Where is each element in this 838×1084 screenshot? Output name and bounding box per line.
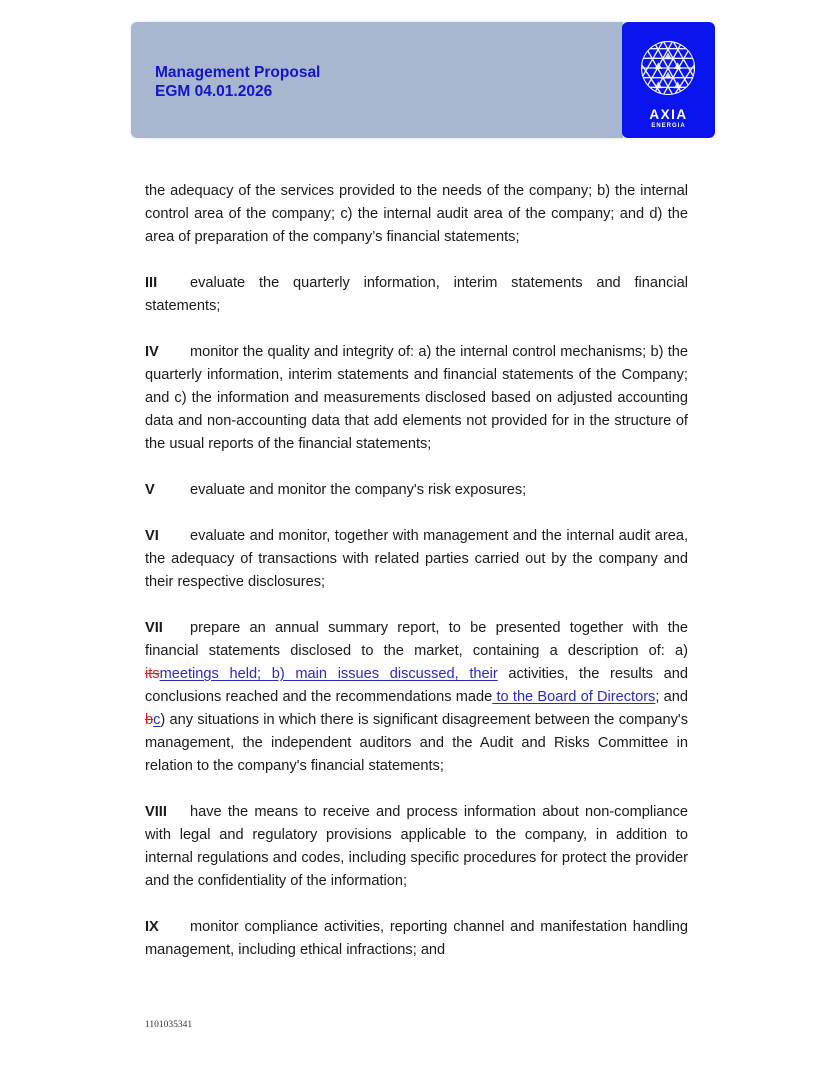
page-title: [155, 63, 320, 101]
item-numeral: IV: [145, 344, 159, 360]
tracked-insertion: meetings held; b) main issues discussed, their: [159, 666, 498, 682]
item-numeral: IX: [145, 919, 159, 935]
item-text: evaluate the quarterly information, interim statements and financial statements;: [145, 275, 688, 314]
item-ix: [145, 916, 688, 962]
title-line-2: EGM 04.01.2026: [155, 83, 273, 100]
item-text: evaluate and monitor, together with management and the internal audit area, the adequacy of transactions with related parties carried out by the company and their respective disclosures;: [145, 528, 688, 590]
item-v: [145, 479, 688, 502]
item-text-segment: ; and: [655, 689, 688, 705]
item-numeral: VII: [145, 620, 163, 636]
logo-subtitle: ENERGIA: [651, 123, 686, 129]
logo-wordmark: AXIA: [649, 107, 688, 122]
item-numeral: VIII: [145, 804, 167, 820]
item-numeral: III: [145, 275, 158, 291]
tracked-deletion: b: [145, 712, 154, 728]
item-numeral: V: [145, 482, 155, 498]
document-id: 1101035341: [145, 1020, 193, 1030]
title-line-1: Management Proposal: [155, 64, 321, 81]
company-logo: [622, 22, 715, 138]
tracked-deletion: its: [145, 666, 160, 682]
item-numeral: VI: [145, 528, 159, 544]
item-text: monitor the quality and integrity of: a) the internal control mechanisms; b) the quarterly information, interim statements and financial statements of the Company; and c) the information and measurements disclosed based on adjusted accounting data and non-accounting data that add elements not provided for in the structure of the usual reports of the financial statements;: [145, 344, 688, 452]
item-text: have the means to receive and process information about non-compliance with legal and regulatory provisions applicable to the company, in addition to internal regulations and codes, including specific procedures for protect the provider and the confidentiality of the information;: [145, 804, 688, 889]
header-band: [131, 22, 623, 138]
item-text: monitor compliance activities, reporting channel and manifestation handling management, including ethical infractions; and: [145, 919, 688, 958]
item-iii: [145, 272, 688, 318]
item-vii: [145, 617, 688, 778]
item-text-segment: ) any situations in which there is significant disagreement between the company's management, the independent auditors and the Audit and Risks Committee in relation to the company's financial statements;: [145, 712, 688, 774]
document-body: [145, 180, 688, 985]
item-viii: [145, 801, 688, 893]
item-text: evaluate and monitor the company's risk exposures;: [190, 482, 527, 498]
tracked-insertion: to the Board of Directors: [492, 689, 656, 705]
item-vi: [145, 525, 688, 594]
item-text-segment: activities, the results and conclusions reached and the recommendations made: [145, 666, 688, 705]
continuation-paragraph: the adequacy of the services provided to the needs of the company; b) the internal control area of the company; c) the internal audit area of the company; and d) the area of preparation of the company’s financial statements;: [145, 183, 688, 245]
item-iv: [145, 341, 688, 456]
item-text-segment: prepare an annual summary report, to be presented together with the financial statements disclosed to the market, containing a description of: a): [145, 620, 688, 659]
geodesic-globe-icon: [639, 39, 697, 97]
tracked-insertion: c: [153, 712, 161, 728]
